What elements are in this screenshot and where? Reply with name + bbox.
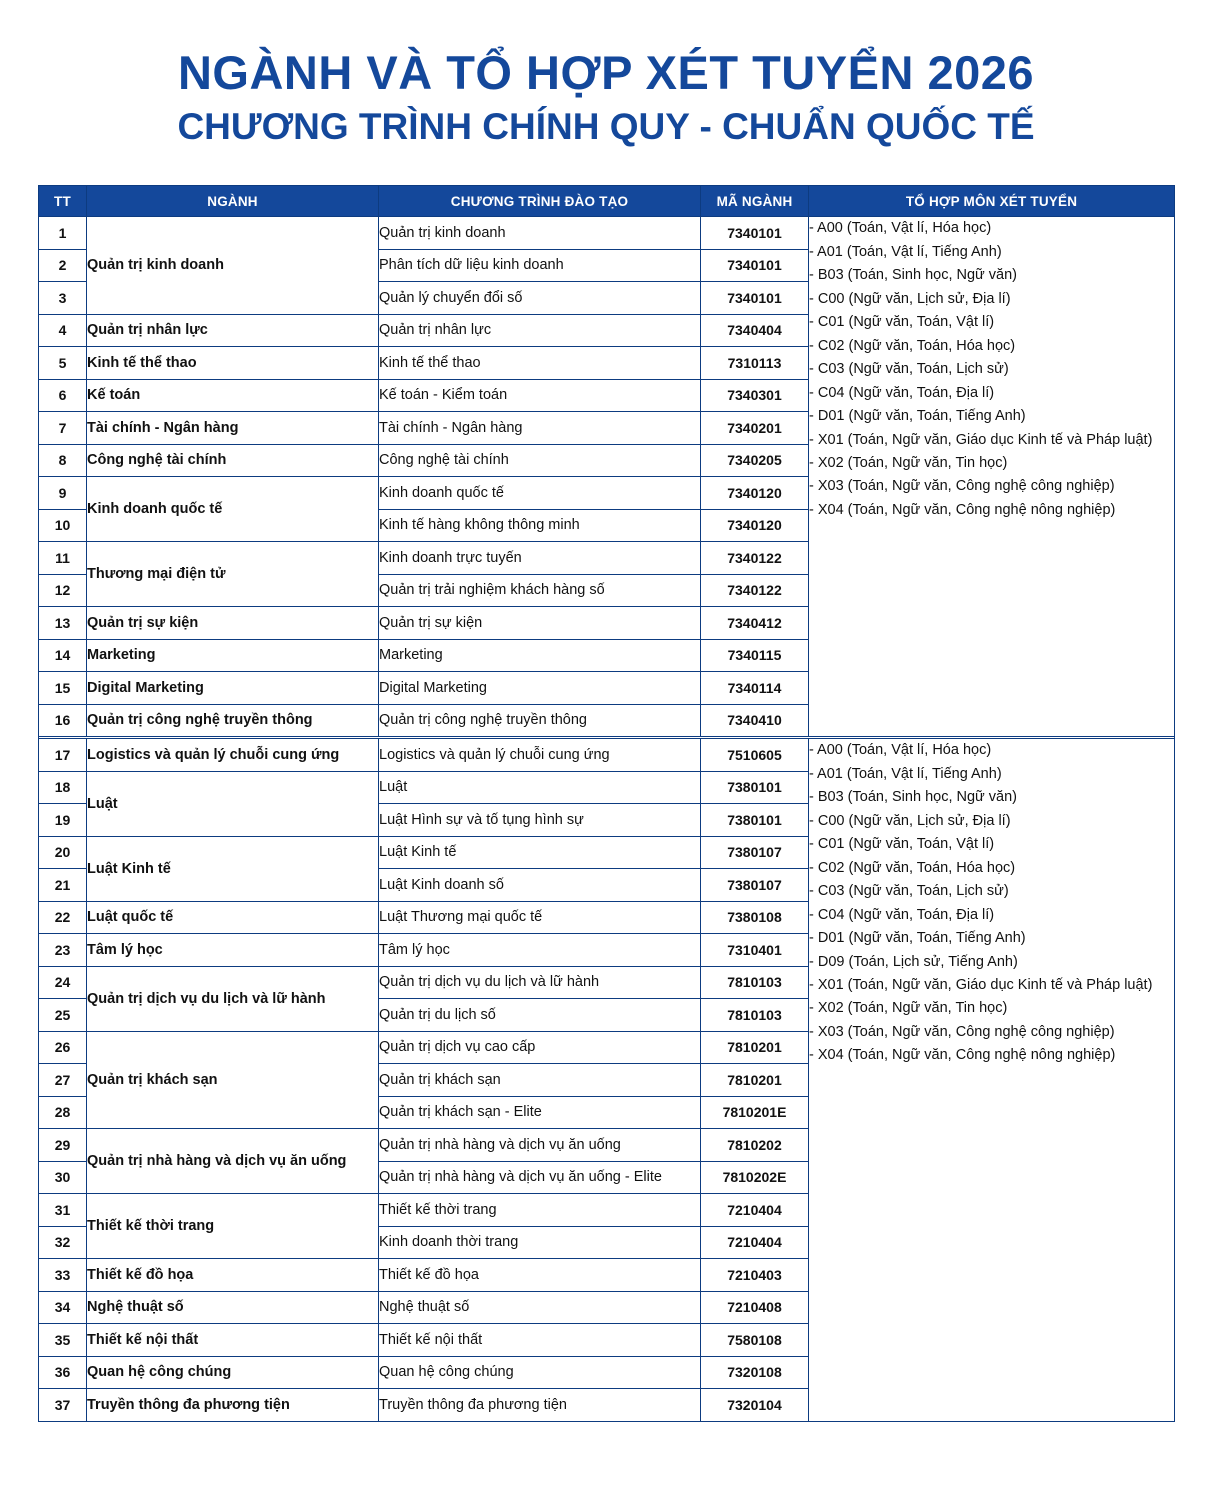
cell-nganh: Quan hệ công chúng	[87, 1356, 379, 1389]
cell-chuong-trinh: Quan hệ công chúng	[379, 1356, 701, 1389]
cell-ma-nganh: 7380101	[701, 804, 809, 837]
cell-chuong-trinh: Luật Kinh doanh số	[379, 869, 701, 902]
cell-chuong-trinh: Luật Hình sự và tố tụng hình sự	[379, 804, 701, 837]
cell-nganh: Kinh tế thể thao	[87, 347, 379, 380]
combo-line: - C00 (Ngữ văn, Lịch sử, Địa lí)	[809, 812, 1011, 829]
cell-ma-nganh: 7320104	[701, 1389, 809, 1422]
majors-table-wrap	[38, 185, 1174, 1422]
combo-line: - X04 (Toán, Ngữ văn, Công nghệ nông nghiệp)	[809, 501, 1116, 518]
combo-line: - C03 (Ngữ văn, Toán, Lịch sử)	[809, 361, 1009, 378]
cell-nganh: Quản trị công nghệ truyền thông	[87, 704, 379, 737]
cell-tt: 10	[39, 509, 87, 542]
cell-nganh: Marketing	[87, 639, 379, 672]
cell-tt: 15	[39, 672, 87, 705]
cell-nganh: Quản trị kinh doanh	[87, 217, 379, 315]
cell-tt: 31	[39, 1194, 87, 1227]
combo-line: - A01 (Toán, Vật lí, Tiếng Anh)	[809, 243, 1002, 260]
cell-ma-nganh: 7340404	[701, 314, 809, 347]
cell-chuong-trinh: Công nghệ tài chính	[379, 444, 701, 477]
cell-chuong-trinh: Quản trị khách sạn - Elite	[379, 1096, 701, 1129]
cell-tt: 22	[39, 901, 87, 934]
cell-ma-nganh: 7340101	[701, 282, 809, 315]
cell-chuong-trinh: Kế toán - Kiểm toán	[379, 379, 701, 412]
combo-line: - C01 (Ngữ văn, Toán, Vật lí)	[809, 314, 995, 331]
cell-chuong-trinh: Quản trị du lịch số	[379, 999, 701, 1032]
cell-chuong-trinh: Tâm lý học	[379, 934, 701, 967]
cell-nganh: Truyền thông đa phương tiện	[87, 1389, 379, 1422]
col-header-to-hop: TỔ HỢP MÔN XÉT TUYỂN	[809, 186, 1175, 217]
cell-tt: 8	[39, 444, 87, 477]
cell-ma-nganh: 7810202E	[701, 1161, 809, 1194]
cell-nganh: Quản trị khách sạn	[87, 1031, 379, 1129]
combo-line: - X01 (Toán, Ngữ văn, Giáo dục Kinh tế và Pháp luật)	[809, 976, 1153, 993]
cell-ma-nganh: 7380107	[701, 869, 809, 902]
cell-nganh: Kế toán	[87, 379, 379, 412]
cell-chuong-trinh: Quản trị khách sạn	[379, 1064, 701, 1097]
cell-chuong-trinh: Truyền thông đa phương tiện	[379, 1389, 701, 1422]
cell-chuong-trinh: Kinh tế thể thao	[379, 347, 701, 380]
cell-ma-nganh: 7210408	[701, 1291, 809, 1324]
combo-line: - C02 (Ngữ văn, Toán, Hóa học)	[809, 337, 1016, 354]
majors-table	[38, 185, 1175, 1422]
col-header-chuong-trinh: CHƯƠNG TRÌNH ĐÀO TẠO	[379, 186, 701, 217]
cell-tt: 36	[39, 1356, 87, 1389]
cell-chuong-trinh: Quản trị trải nghiệm khách hàng số	[379, 574, 701, 607]
cell-chuong-trinh: Thiết kế đồ họa	[379, 1259, 701, 1292]
cell-tt: 26	[39, 1031, 87, 1064]
cell-ma-nganh: 7580108	[701, 1324, 809, 1357]
cell-tt: 17	[39, 739, 87, 772]
cell-to-hop-mon	[809, 217, 1175, 737]
combo-line: - D01 (Ngữ văn, Toán, Tiếng Anh)	[809, 930, 1026, 947]
cell-ma-nganh: 7340301	[701, 379, 809, 412]
cell-tt: 37	[39, 1389, 87, 1422]
combo-line: - D09 (Toán, Lịch sử, Tiếng Anh)	[809, 953, 1018, 970]
cell-tt: 3	[39, 282, 87, 315]
cell-chuong-trinh: Kinh doanh trực tuyến	[379, 542, 701, 575]
cell-ma-nganh: 7380101	[701, 771, 809, 804]
combo-line: - X02 (Toán, Ngữ văn, Tin học)	[809, 454, 1008, 471]
cell-tt: 34	[39, 1291, 87, 1324]
cell-ma-nganh: 7380107	[701, 836, 809, 869]
cell-nganh: Logistics và quản lý chuỗi cung ứng	[87, 739, 379, 772]
cell-chuong-trinh: Thiết kế thời trang	[379, 1194, 701, 1227]
cell-ma-nganh: 7810202	[701, 1129, 809, 1162]
col-header-nganh: NGÀNH	[87, 186, 379, 217]
cell-tt: 30	[39, 1161, 87, 1194]
cell-tt: 4	[39, 314, 87, 347]
combo-line: - X03 (Toán, Ngữ văn, Công nghệ công nghiệp)	[809, 1023, 1115, 1040]
cell-tt: 33	[39, 1259, 87, 1292]
cell-ma-nganh: 7210404	[701, 1194, 809, 1227]
combo-line: - C03 (Ngữ văn, Toán, Lịch sử)	[809, 883, 1009, 900]
cell-tt: 11	[39, 542, 87, 575]
page-subtitle: CHƯƠNG TRÌNH CHÍNH QUY - CHUẨN QUỐC TẾ	[177, 105, 1035, 147]
cell-tt: 27	[39, 1064, 87, 1097]
cell-tt: 19	[39, 804, 87, 837]
cell-chuong-trinh: Quản trị dịch vụ cao cấp	[379, 1031, 701, 1064]
cell-tt: 9	[39, 477, 87, 510]
table-row	[39, 739, 1175, 772]
cell-nganh: Digital Marketing	[87, 672, 379, 705]
cell-nganh: Luật Kinh tế	[87, 836, 379, 901]
cell-chuong-trinh: Quản trị công nghệ truyền thông	[379, 704, 701, 737]
cell-tt: 14	[39, 639, 87, 672]
cell-chuong-trinh: Luật Kinh tế	[379, 836, 701, 869]
table-row	[39, 217, 1175, 250]
cell-chuong-trinh: Quản trị nhân lực	[379, 314, 701, 347]
combo-line: - B03 (Toán, Sinh học, Ngữ văn)	[809, 789, 1017, 806]
cell-chuong-trinh: Kinh doanh quốc tế	[379, 477, 701, 510]
cell-nganh: Quản trị dịch vụ du lịch và lữ hành	[87, 966, 379, 1031]
cell-tt: 28	[39, 1096, 87, 1129]
cell-ma-nganh: 7340122	[701, 542, 809, 575]
combo-line: - C04 (Ngữ văn, Toán, Địa lí)	[809, 906, 995, 923]
cell-tt: 2	[39, 249, 87, 282]
combo-line: - C00 (Ngữ văn, Lịch sử, Địa lí)	[809, 290, 1011, 307]
cell-tt: 21	[39, 869, 87, 902]
cell-ma-nganh: 7340120	[701, 509, 809, 542]
cell-chuong-trinh: Marketing	[379, 639, 701, 672]
combo-line: - C04 (Ngữ văn, Toán, Địa lí)	[809, 384, 995, 401]
cell-tt: 18	[39, 771, 87, 804]
cell-tt: 6	[39, 379, 87, 412]
cell-ma-nganh: 7210403	[701, 1259, 809, 1292]
cell-nganh: Thiết kế đồ họa	[87, 1259, 379, 1292]
cell-ma-nganh: 7810201	[701, 1031, 809, 1064]
cell-chuong-trinh: Kinh doanh thời trang	[379, 1226, 701, 1259]
cell-ma-nganh: 7340410	[701, 704, 809, 737]
table-header	[39, 186, 1175, 217]
cell-tt: 5	[39, 347, 87, 380]
cell-ma-nganh: 7340205	[701, 444, 809, 477]
col-header-tt: TT	[39, 186, 87, 217]
cell-ma-nganh: 7210404	[701, 1226, 809, 1259]
cell-nganh: Thiết kế nội thất	[87, 1324, 379, 1357]
cell-nganh: Công nghệ tài chính	[87, 444, 379, 477]
cell-nganh: Nghệ thuật số	[87, 1291, 379, 1324]
cell-to-hop-mon	[809, 739, 1175, 1422]
cell-ma-nganh: 7340122	[701, 574, 809, 607]
cell-tt: 13	[39, 607, 87, 640]
cell-chuong-trinh: Quản trị nhà hàng và dịch vụ ăn uống - Elite	[379, 1161, 701, 1194]
cell-ma-nganh: 7810201	[701, 1064, 809, 1097]
cell-tt: 24	[39, 966, 87, 999]
cell-ma-nganh: 7810201E	[701, 1096, 809, 1129]
cell-chuong-trinh: Tài chính - Ngân hàng	[379, 412, 701, 445]
table-body	[39, 217, 1175, 1422]
cell-ma-nganh: 7340120	[701, 477, 809, 510]
cell-tt: 35	[39, 1324, 87, 1357]
cell-ma-nganh: 7340114	[701, 672, 809, 705]
cell-chuong-trinh: Logistics và quản lý chuỗi cung ứng	[379, 739, 701, 772]
cell-tt: 20	[39, 836, 87, 869]
cell-ma-nganh: 7340412	[701, 607, 809, 640]
cell-chuong-trinh: Thiết kế nội thất	[379, 1324, 701, 1357]
cell-nganh: Quản trị nhà hàng và dịch vụ ăn uống	[87, 1129, 379, 1194]
combo-line: - X02 (Toán, Ngữ văn, Tin học)	[809, 1000, 1008, 1017]
cell-nganh: Thiết kế thời trang	[87, 1194, 379, 1259]
combo-line: - A00 (Toán, Vật lí, Hóa học)	[809, 220, 992, 237]
cell-tt: 1	[39, 217, 87, 250]
cell-tt: 12	[39, 574, 87, 607]
combo-line: - A01 (Toán, Vật lí, Tiếng Anh)	[809, 765, 1002, 782]
cell-chuong-trinh: Luật	[379, 771, 701, 804]
cell-nganh: Tâm lý học	[87, 934, 379, 967]
cell-chuong-trinh: Quản trị sự kiện	[379, 607, 701, 640]
cell-nganh: Thương mại điện tử	[87, 542, 379, 607]
cell-chuong-trinh: Digital Marketing	[379, 672, 701, 705]
cell-nganh: Tài chính - Ngân hàng	[87, 412, 379, 445]
cell-ma-nganh: 7810103	[701, 999, 809, 1032]
cell-tt: 25	[39, 999, 87, 1032]
table-header-row	[39, 186, 1175, 217]
cell-ma-nganh: 7320108	[701, 1356, 809, 1389]
col-header-ma-nganh: MÃ NGÀNH	[701, 186, 809, 217]
cell-tt: 29	[39, 1129, 87, 1162]
cell-chuong-trinh: Quản trị dịch vụ du lịch và lữ hành	[379, 966, 701, 999]
combo-line: - A00 (Toán, Vật lí, Hóa học)	[809, 742, 992, 759]
cell-ma-nganh: 7810103	[701, 966, 809, 999]
combo-line: - B03 (Toán, Sinh học, Ngữ văn)	[809, 267, 1017, 284]
cell-ma-nganh: 7510605	[701, 739, 809, 772]
cell-ma-nganh: 7340201	[701, 412, 809, 445]
combo-line: - C01 (Ngữ văn, Toán, Vật lí)	[809, 836, 995, 853]
cell-nganh: Luật quốc tế	[87, 901, 379, 934]
page-title: NGÀNH VÀ TỔ HỢP XÉT TUYỂN 2026	[177, 46, 1035, 99]
cell-ma-nganh: 7310401	[701, 934, 809, 967]
cell-ma-nganh: 7340101	[701, 217, 809, 250]
combo-line: - X01 (Toán, Ngữ văn, Giáo dục Kinh tế và Pháp luật)	[809, 431, 1153, 448]
cell-chuong-trinh: Phân tích dữ liệu kinh doanh	[379, 249, 701, 282]
cell-chuong-trinh: Quản trị nhà hàng và dịch vụ ăn uống	[379, 1129, 701, 1162]
cell-chuong-trinh: Quản trị kinh doanh	[379, 217, 701, 250]
combo-line: - C02 (Ngữ văn, Toán, Hóa học)	[809, 859, 1016, 876]
cell-ma-nganh: 7380108	[701, 901, 809, 934]
cell-tt: 32	[39, 1226, 87, 1259]
cell-nganh: Quản trị sự kiện	[87, 607, 379, 640]
cell-chuong-trinh: Luật Thương mại quốc tế	[379, 901, 701, 934]
cell-nganh: Kinh doanh quốc tế	[87, 477, 379, 542]
title-block	[0, 0, 1212, 149]
cell-ma-nganh: 7340101	[701, 249, 809, 282]
cell-chuong-trinh: Quản lý chuyển đổi số	[379, 282, 701, 315]
cell-tt: 16	[39, 704, 87, 737]
cell-chuong-trinh: Nghệ thuật số	[379, 1291, 701, 1324]
cell-ma-nganh: 7310113	[701, 347, 809, 380]
cell-nganh: Luật	[87, 771, 379, 836]
cell-tt: 23	[39, 934, 87, 967]
cell-nganh: Quản trị nhân lực	[87, 314, 379, 347]
cell-ma-nganh: 7340115	[701, 639, 809, 672]
cell-tt: 7	[39, 412, 87, 445]
cell-chuong-trinh: Kinh tế hàng không thông minh	[379, 509, 701, 542]
combo-line: - X03 (Toán, Ngữ văn, Công nghệ công nghiệp)	[809, 478, 1115, 495]
combo-line: - X04 (Toán, Ngữ văn, Công nghệ nông nghiệp)	[809, 1047, 1116, 1064]
combo-line: - D01 (Ngữ văn, Toán, Tiếng Anh)	[809, 408, 1026, 425]
